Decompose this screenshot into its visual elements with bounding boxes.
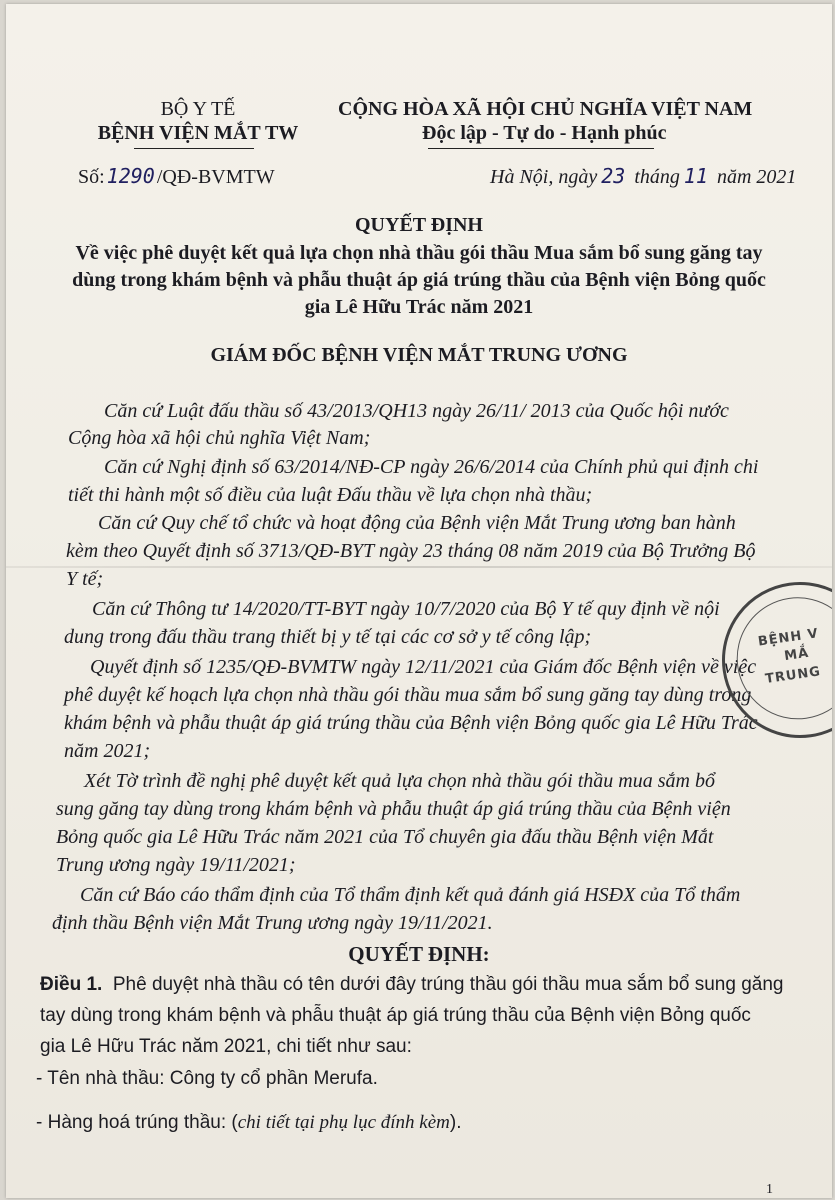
winning-goods: - Hàng hoá trúng thầu: (chi tiết tại phụ lục đính kèm). (36, 1112, 462, 1133)
basis-line: Bỏng quốc gia Lê Hữu Trác năm 2021 của Tổ chuyên gia đấu thầu Bệnh viện Mắt (56, 826, 714, 848)
basis-line: Y tế; (66, 568, 104, 590)
handwritten-day: 23 (601, 164, 626, 188)
basis-line: Căn cứ Báo cáo thẩm định của Tổ thẩm định kết quả đánh giá HSĐX của Tổ thẩm (80, 884, 741, 906)
basis-line: khám bệnh và phẫu thuật áp giá trúng thầu của Bệnh viện Bỏng quốc gia Lê Hữu Trác (64, 712, 758, 734)
document-heading: QUYẾT ĐỊNH (355, 214, 483, 236)
article-1-line: tay dùng trong khám bệnh và phẫu thuật áp giá trúng thầu của Bệnh viện Bỏng quốc (40, 1005, 751, 1026)
article-1-line: gia Lê Hữu Trác năm 2021, chi tiết như sau: (40, 1036, 412, 1057)
document-page (6, 4, 832, 1198)
basis-line: Quyết định số 1235/QĐ-BVMTW ngày 12/11/2021 của Giám đốc Bệnh viện về việc (90, 656, 757, 678)
article-1-line: Điều 1. Phê duyệt nhà thầu có tên dưới đây trúng thầu gói thầu mua sắm bổ sung găng (40, 974, 784, 995)
decision-number: Số: 1290 /QĐ-BVMTW (78, 164, 275, 188)
page-number: 1 (766, 1182, 773, 1197)
handwritten-month: 11 (683, 164, 708, 188)
basis-line: năm 2021; (64, 740, 151, 762)
authority-title: GIÁM ĐỐC BỆNH VIỆN MẮT TRUNG ƯƠNG (210, 344, 628, 366)
basis-line: Căn cứ Quy chế tổ chức và hoạt động của Bệnh viện Mắt Trung ương ban hành (98, 512, 736, 534)
contractor-name: - Tên nhà thầu: Công ty cổ phần Merufa. (36, 1068, 378, 1089)
page-fold (6, 566, 832, 568)
basis-line: Căn cứ Nghị định số 63/2014/NĐ-CP ngày 26/6/2014 của Chính phủ qui định chi (104, 456, 759, 478)
subject-line-1: Về việc phê duyệt kết quả lựa chọn nhà thầu gói thầu Mua sắm bổ sung găng tay (75, 242, 763, 264)
issue-date: Hà Nội, ngày 23 tháng 11 năm 2021 (490, 164, 797, 188)
basis-line: kèm theo Quyết định số 3713/QĐ-BYT ngày 23 tháng 08 năm 2019 của Bộ Trưởng Bộ (66, 540, 756, 562)
ministry-name: BỘ Y TẾ (160, 98, 236, 120)
basis-line: dung trong đấu thầu trang thiết bị y tế tại các cơ sở y tế công lập; (64, 626, 592, 648)
basis-line: định thầu Bệnh viện Mắt Trung ương ngày 19/11/2021. (52, 912, 493, 934)
handwritten-number: 1290 (106, 164, 155, 188)
basis-line: Xét Tờ trình đề nghị phê duyệt kết quả lựa chọn nhà thầu gói thầu mua sắm bổ (84, 770, 715, 792)
basis-line: Trung ương ngày 19/11/2021; (56, 854, 296, 876)
basis-line: phê duyệt kế hoạch lựa chọn nhà thầu gói thầu mua sắm bổ sung găng tay dùng trong (64, 684, 752, 706)
hospital-underline (134, 148, 254, 149)
basis-line: tiết thi hành một số điều của luật Đấu thầu về lựa chọn nhà thầu; (68, 484, 593, 506)
basis-line: Căn cứ Luật đấu thầu số 43/2013/QH13 ngày 26/11/ 2013 của Quốc hội nước (104, 400, 729, 422)
basis-line: Cộng hòa xã hội chủ nghĩa Việt Nam; (68, 427, 371, 449)
basis-line: sung găng tay dùng trong khám bệnh và phẫu thuật áp giá trúng thầu của Bệnh viện (56, 798, 731, 820)
subject-line-2: dùng trong khám bệnh và phẫu thuật áp giá trúng thầu của Bệnh viện Bỏng quốc (72, 269, 766, 291)
official-stamp: BỆNH V MẮ TRUNG (712, 572, 832, 748)
basis-line: Căn cứ Thông tư 14/2020/TT-BYT ngày 10/7/2020 của Bộ Y tế quy định về nội (92, 598, 720, 620)
motto-underline (428, 148, 654, 149)
decision-heading: QUYẾT ĐỊNH: (348, 942, 490, 966)
hospital-name: BỆNH VIỆN MẮT TW (97, 122, 299, 144)
article-label: Điều 1. (40, 974, 103, 995)
subject-line-3: gia Lê Hữu Trác năm 2021 (304, 296, 534, 318)
motto: Độc lập - Tự do - Hạnh phúc (422, 122, 667, 144)
country-name: CỘNG HÒA XÃ HỘI CHỦ NGHĨA VIỆT NAM (338, 98, 753, 120)
